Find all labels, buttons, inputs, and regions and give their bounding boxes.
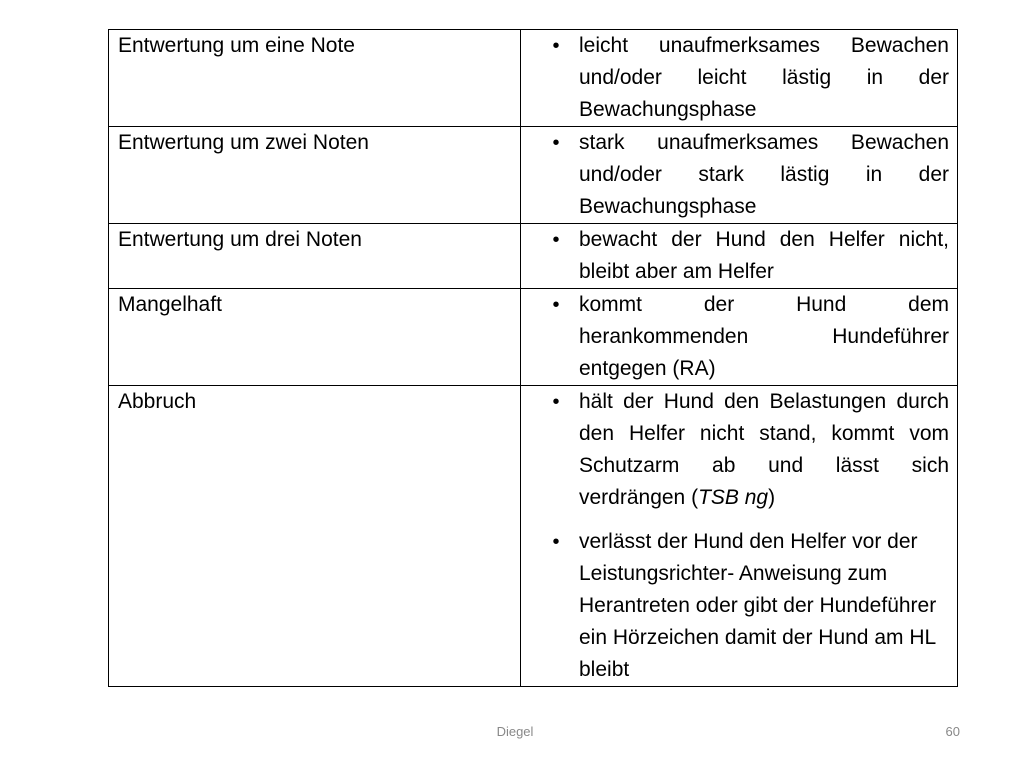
criteria-list <box>529 30 949 126</box>
criteria-list <box>529 224 949 288</box>
bullet-icon: • <box>552 35 560 57</box>
table-row <box>109 30 958 127</box>
criteria-item <box>529 526 949 686</box>
rating-table <box>108 29 958 687</box>
criteria-text: bewacht der Hund den Helfer nicht, bleibt aber am Helfer <box>579 228 949 283</box>
bullet-icon: • <box>552 294 560 316</box>
criteria-text: leicht unaufmerksames Bewachen und/oder leicht lästig in der Bewachungsphase <box>579 34 949 121</box>
bullet-icon: • <box>552 229 560 251</box>
criteria-text-suffix: ) <box>768 486 776 509</box>
criteria-cell <box>521 127 958 224</box>
criteria-item <box>529 127 949 223</box>
criteria-text: kommt der Hund dem herankommenden Hundeführer entgegen (RA) <box>579 293 949 380</box>
page-number: 60 <box>945 724 960 739</box>
criteria-list <box>529 386 949 686</box>
table-row <box>109 127 958 224</box>
criteria-cell <box>521 224 958 289</box>
table-row <box>109 386 958 687</box>
criteria-item <box>529 224 949 288</box>
criteria-text: stark unaufmerksames Bewachen und/oder stark lästig in der Bewachungsphase <box>579 131 949 218</box>
criteria-text: hält der Hund den Belastungen durch den Helfer nicht stand, kommt vom Schutzarm ab und lässt sich verdrängen ( <box>579 390 949 509</box>
bullet-icon: • <box>552 531 560 553</box>
criteria-list <box>529 127 949 223</box>
table-row <box>109 289 958 386</box>
rating-label: Entwertung um eine Note <box>109 30 521 127</box>
criteria-item <box>529 289 949 385</box>
criteria-cell <box>521 386 958 687</box>
criteria-text: verlässt der Hund den Helfer vor der Leistungsrichter- Anweisung zum Herantreten oder gibt der Hundeführer ein Hörzeichen damit der Hund am HL bleibt <box>579 530 937 681</box>
criteria-cell <box>521 30 958 127</box>
rating-label: Abbruch <box>109 386 521 687</box>
criteria-text-italic: TSB ng <box>698 486 769 509</box>
rating-label: Entwertung um drei Noten <box>109 224 521 289</box>
criteria-list <box>529 289 949 385</box>
rating-label: Mangelhaft <box>109 289 521 386</box>
criteria-item <box>529 386 949 514</box>
footer-author: Diegel <box>496 724 534 739</box>
criteria-cell <box>521 289 958 386</box>
rating-label: Entwertung um zwei Noten <box>109 127 521 224</box>
bullet-icon: • <box>552 391 560 413</box>
table-row <box>109 224 958 289</box>
bullet-icon: • <box>552 132 560 154</box>
criteria-item <box>529 30 949 126</box>
